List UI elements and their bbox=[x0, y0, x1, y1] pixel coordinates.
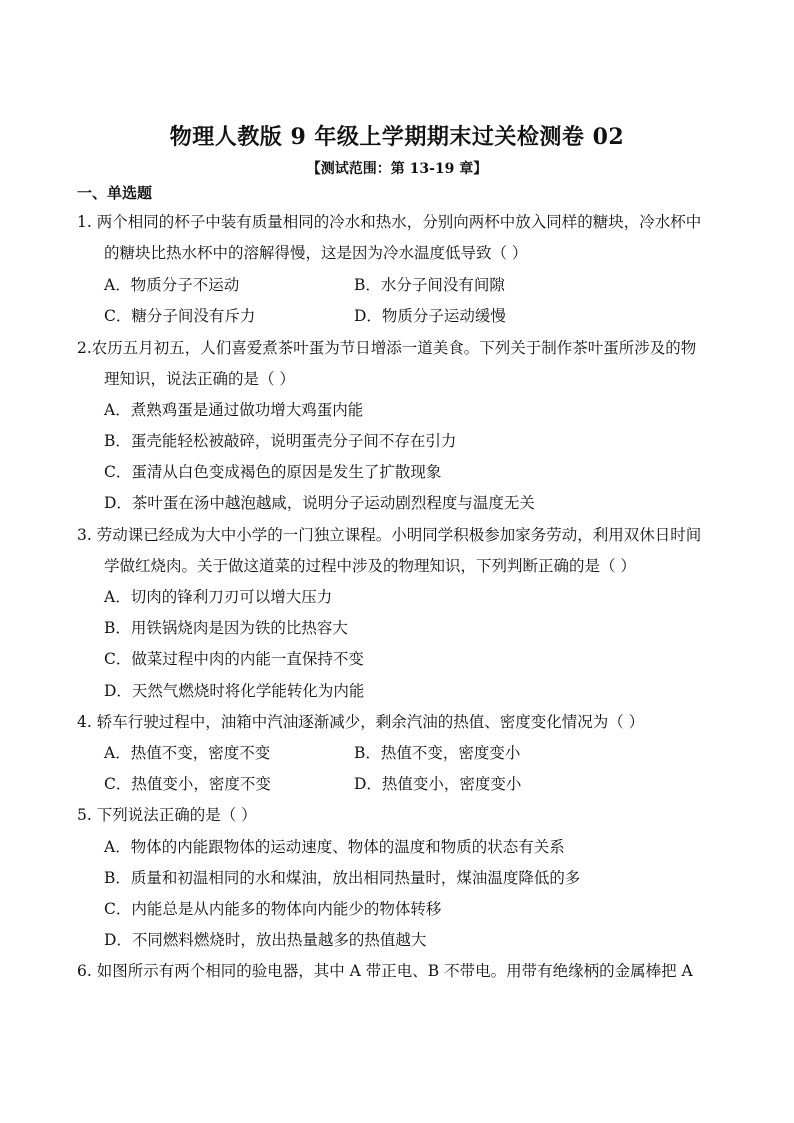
option-c: C．蛋清从白色变成褐色的原因是发生了扩散现象 bbox=[104, 463, 442, 481]
option-a: A．热值不变，密度不变 bbox=[104, 744, 271, 762]
question-text: 劳动课已经成为大中小学的一门独立课程。小明同学积极参加家务劳动，利用双休日时间 bbox=[96, 526, 702, 544]
question-number: 1. bbox=[77, 213, 92, 231]
option-b: B．热值不变，密度变小 bbox=[354, 744, 521, 762]
question-3 bbox=[77, 525, 701, 545]
option-d: D．天然气燃烧时将化学能转化为内能 bbox=[104, 682, 365, 700]
question-text: 农历五月初五，人们喜爱煮茶叶蛋为节日增添一道美食。下列关于制作茶叶蛋所涉及的物 bbox=[91, 339, 697, 357]
question-text: 如图所示有两个相同的验电器，其中 A 带正电、B 不带电。用带有绝缘柄的金属棒把 A bbox=[96, 962, 693, 980]
question-number: 4. bbox=[77, 713, 92, 731]
question-text-cont: 的糖块比热水杯中的溶解得慢，这是因为冷水温度低导致（ ） bbox=[104, 244, 528, 262]
option-b: B．蛋壳能轻松被敲碎，说明蛋壳分子间不存在引力 bbox=[104, 432, 457, 450]
option-c: C．做菜过程中肉的内能一直保持不变 bbox=[104, 650, 364, 668]
option-b: B．质量和初温相同的水和煤油，放出相同热量时，煤油温度降低的多 bbox=[104, 869, 581, 887]
question-text-cont: 学做红烧肉。关于做这道菜的过程中涉及的物理知识，下列判断正确的是（ ） bbox=[104, 557, 636, 575]
question-text-cont: 理知识，说法正确的是（ ） bbox=[104, 370, 295, 388]
question-text: 下列说法正确的是（ ） bbox=[96, 806, 257, 824]
option-d: D．不同燃料燃烧时，放出热量越多的热值越大 bbox=[104, 931, 427, 949]
option-d: D．物质分子运动缓慢 bbox=[354, 307, 506, 325]
question-5 bbox=[77, 805, 257, 825]
option-a: A．切肉的锋利刀刃可以增大压力 bbox=[104, 588, 333, 606]
question-1 bbox=[77, 212, 701, 232]
question-number: 2. bbox=[77, 339, 92, 357]
question-2 bbox=[77, 338, 696, 358]
option-d: D．热值变小，密度变小 bbox=[354, 775, 522, 793]
question-number: 3. bbox=[77, 526, 92, 544]
question-text: 轿车行驶过程中，油箱中汽油逐渐减少，剩余汽油的热值、密度变化情况为（ ） bbox=[96, 713, 645, 731]
option-c: C．内能总是从内能多的物体向内能少的物体转移 bbox=[104, 900, 442, 918]
option-d: D．茶叶蛋在汤中越泡越咸，说明分子运动剧烈程度与温度无关 bbox=[104, 494, 535, 512]
question-6 bbox=[77, 961, 693, 981]
option-b: B．水分子间没有间隙 bbox=[354, 276, 505, 294]
question-4 bbox=[77, 712, 644, 732]
option-a: A．物体的内能跟物体的运动速度、物体的温度和物质的状态有关系 bbox=[104, 838, 565, 856]
option-c: C．热值变小，密度不变 bbox=[104, 775, 271, 793]
test-scope: 【测试范围：第 13-19 章】 bbox=[306, 161, 488, 177]
option-a: A．煮熟鸡蛋是通过做功增大鸡蛋内能 bbox=[104, 401, 364, 419]
option-c: C．糖分子间没有斥力 bbox=[104, 307, 256, 325]
section-heading: 一、单选题 bbox=[77, 184, 153, 202]
option-b: B．用铁锅烧肉是因为铁的比热容大 bbox=[104, 619, 348, 637]
question-number: 6. bbox=[77, 962, 92, 980]
option-a: A．物质分子不运动 bbox=[104, 276, 240, 294]
question-text: 两个相同的杯子中装有质量相同的冷水和热水，分别向两杯中放入同样的糖块，冷水杯中 bbox=[96, 213, 702, 231]
question-number: 5. bbox=[77, 806, 92, 824]
page-title: 物理人教版 9 年级上学期期末过关检测卷 02 bbox=[169, 124, 625, 150]
